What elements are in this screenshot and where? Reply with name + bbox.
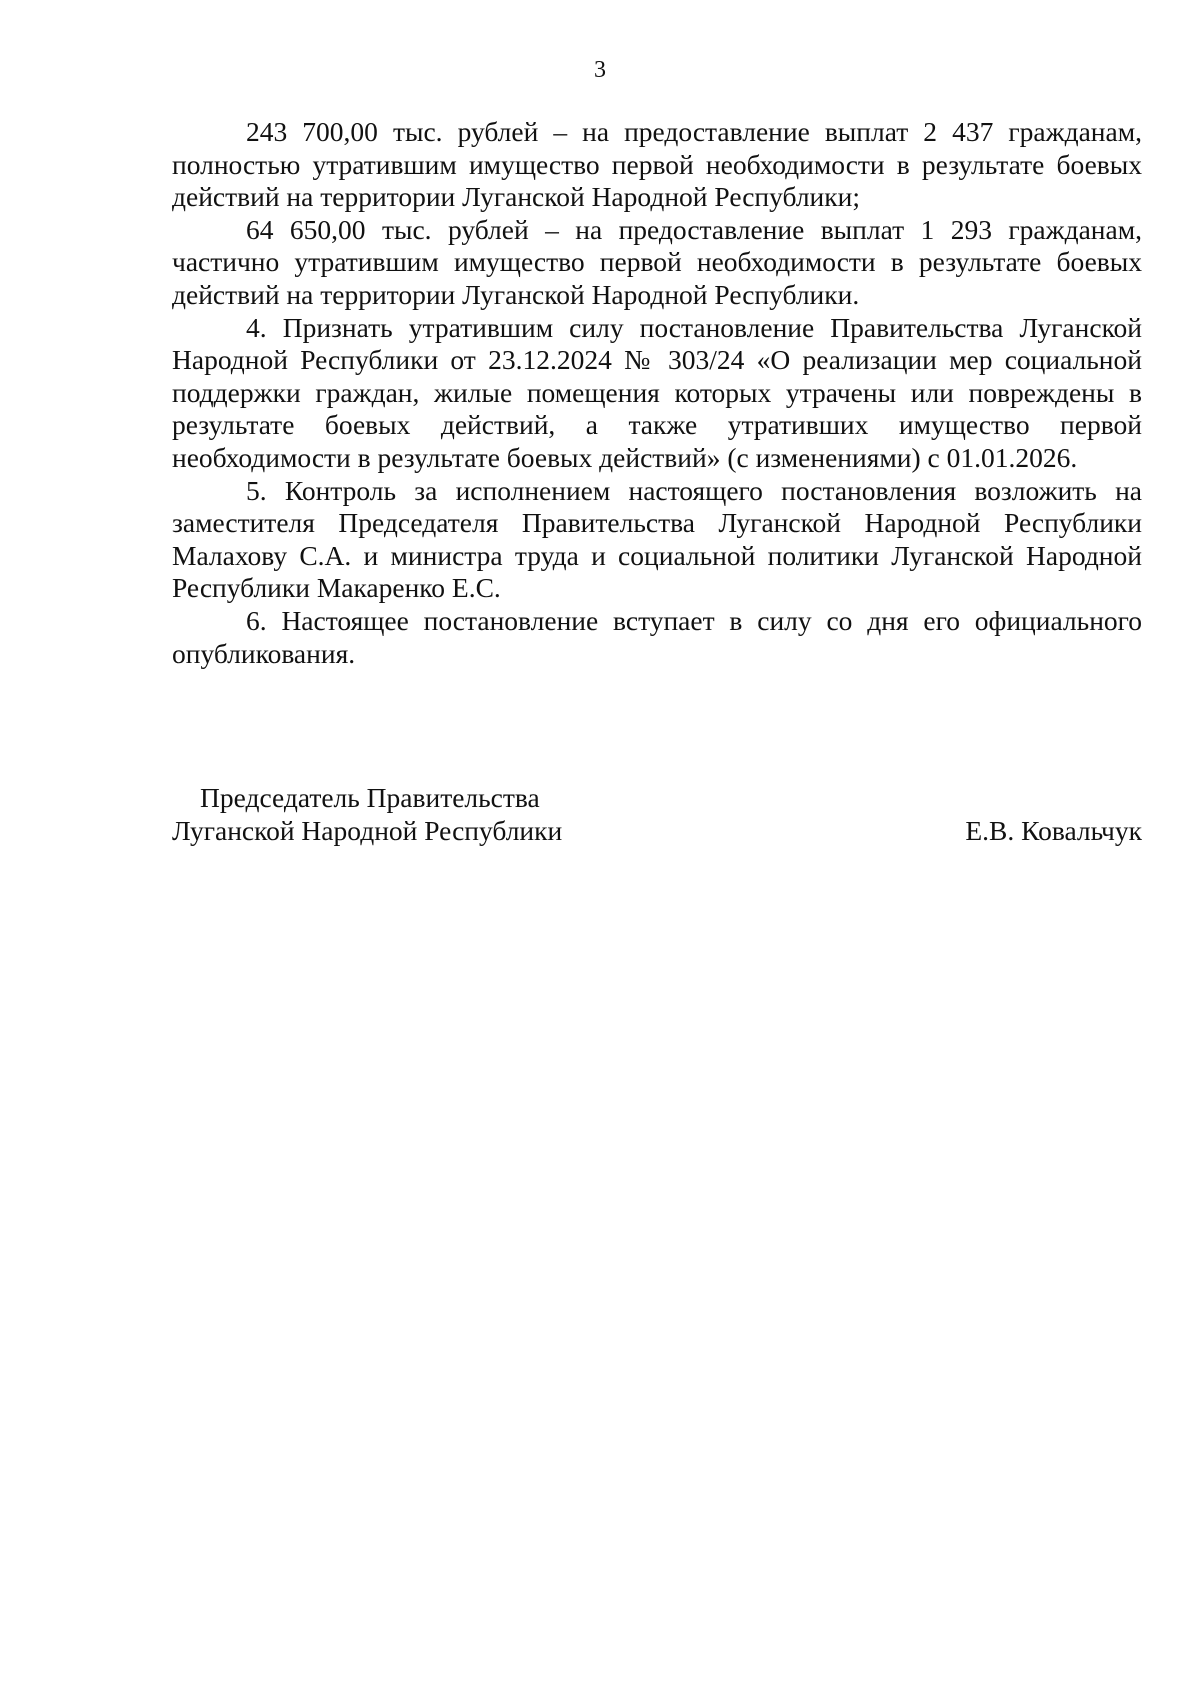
signatory-title-line-1: Председатель Правительства bbox=[200, 782, 540, 813]
signatory-title-line-2: Луганской Народной Республики bbox=[172, 814, 563, 846]
paragraph-payment-partial-loss: 64 650,00 тыс. рублей – на предоставление выплат 1 293 гражданам, частично утратившим имущество первой необходимости в результате боевых действий на территории Луганской Народной Республики. bbox=[172, 213, 1142, 310]
signature-block bbox=[172, 782, 1142, 852]
document-body bbox=[172, 116, 1142, 670]
paragraph-item-4-repeal: 4. Признать утратившим силу постановление Правительства Луганской Народной Республики от 23.12.2024 № 303/24 «О реализации мер социальной поддержки граждан, жилые помещения которых утрачены или повреждены в результате боевых действий, а также утративших имущество первой необходимости в результате боевых действий» (с изменениями) с 01.01.2026. bbox=[172, 311, 1142, 473]
paragraph-item-6-effective: 6. Настоящее постановление вступает в силу со дня его официального опубликования. bbox=[172, 604, 1142, 669]
paragraph-payment-full-loss: 243 700,00 тыс. рублей – на предоставление выплат 2 437 гражданам, полностью утратившим имущество первой необходимости в результате боевых действий на территории Луганской Народной Республики; bbox=[172, 116, 1142, 213]
paragraph-item-5-control: 5. Контроль за исполнением настоящего постановления возложить на заместителя Председателя Правительства Луганской Народной Республики Малахову С.А. и министра труда и социальной политики Луганской Народной Республики Макаренко Е.С. bbox=[172, 474, 1142, 604]
signatory-title bbox=[172, 782, 792, 847]
page-number: 3 bbox=[594, 57, 606, 83]
signatory-name: Е.В. Ковальчук bbox=[965, 814, 1142, 846]
